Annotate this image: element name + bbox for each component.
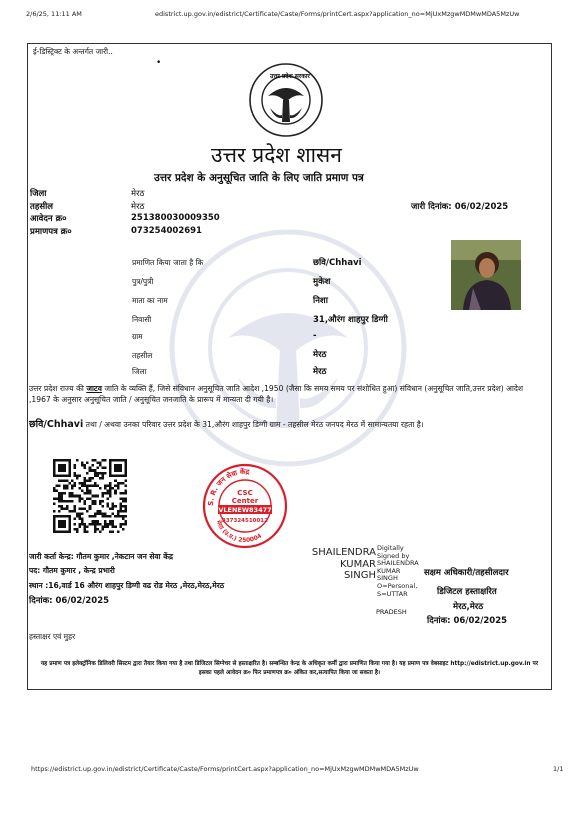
signature-pradesh: PRADESH [376, 608, 407, 616]
signer-name-line: SINGH [343, 570, 376, 581]
caste-name: जाटव [86, 384, 102, 393]
residence-paragraph [29, 419, 544, 430]
caste-declaration-paragraph [29, 383, 544, 405]
residence: 31,औरंग शाहपुर डिग्गी [313, 315, 388, 325]
print-url[interactable]: edistrict.up.gov.in/edistrict/Certificate/Caste/Forms/printCert.aspx?application_no=MjUxMzgwMDMwMDA5MzUw [155, 10, 520, 18]
digital-sign-line: SHAILENDRA [377, 559, 419, 568]
issuer-date: दिनांक: 06/02/2025 [29, 596, 110, 606]
signer-name [300, 547, 376, 582]
digital-sign-line: O=Personal, [377, 581, 418, 590]
officer-date: दिनांक: 06/02/2025 [427, 616, 508, 626]
meta-value: मेरठ [131, 202, 145, 212]
issuer-post: पद: गौतम कुमार , केन्द्र प्रभारी [29, 566, 115, 575]
detail-label: निवासी [132, 315, 152, 324]
dot-mark: • [156, 58, 162, 68]
print-url-footer[interactable]: https://edistrict.up.gov.in/edistrict/Certificate/Caste/Forms/printCert.aspx?application_no=MjUxMzgwMDMwMDA5MzUw [31, 765, 419, 773]
stamp-csc: CSC [237, 489, 253, 497]
village: - [313, 331, 317, 341]
district: मेरठ [313, 367, 327, 377]
father-name: मुकेश [313, 277, 331, 287]
para-text: तथा / अथवा उनका परिवार उत्तर प्रदेश के 31,औरंग शाहपुर डिग्गी ग्राम - तहसील मेरठ जनपद मेरठ में सामान्यतया रहता है। [83, 420, 424, 429]
issue-date-label-text: जारी दिनांक: [411, 202, 452, 212]
mother-name: निशा [313, 296, 328, 306]
sign-and-seal-label: हस्ताक्षर एवं मुहर [29, 632, 76, 641]
digitally-signed-label: डिजिटल हस्ताक्षरित [437, 587, 497, 597]
footer-verification-note: यह प्रमाण पत्र इलेक्ट्रॉनिक डिलिवरी सिस्टम द्वारा तैयार किया गया है तथा डिजिटल सिग्नेचर से हस्ताक्षरित है। सम्बन्धित केन्द्र के अधिकृत कर्मी द्वारा प्रमाणित किया गया है। यह प्रमाण पत्र वेबसाइट http://edistrict.up.gov.in पर इसका पहले आवेदन क्र० फिर प्रमाणपत्र क्र० अंकित कर,सत्यापित किया जा सकता है। [40, 661, 539, 676]
para-text: जाति के व्यक्ति हैं, जिसे संविधान अनुसूचित जाति आदेश ,1950 (जैसा कि समय समय पर संशोधित हुआ) संविधान (अनुसूचित जाति,उत्तर प्रदेश) आदेश ,1967 के अनुसार अनुसूचित जाति / अनुसूचित जनजाति के प्रारूप में मान्यता दी गयी है। [29, 384, 524, 404]
application-number: 251380030009350 [131, 213, 220, 223]
digital-sign-line: Signed by [377, 551, 410, 560]
meta-label: प्रमाणपत्र क्र० [30, 227, 72, 237]
qr-code-icon[interactable] [53, 459, 127, 533]
stamp-bottom-text: मेरठ (उ.प्र.) 250004 [214, 519, 264, 545]
detail-label: तहसील [132, 351, 153, 360]
issuer-place: स्थान :16,वार्ड 16 औरंग शाहपुर डिग्गी वढ रोड मेरठ ,मेरठ,मेरठ,मेरठ [29, 581, 225, 590]
issue-date-value: 06/02/2025 [454, 202, 509, 212]
emblem-text: उत्तर प्रदेश सरकार [270, 73, 310, 80]
meta-value: मेरठ [131, 189, 145, 199]
government-title: उत्तर प्रदेश शासन [211, 143, 342, 167]
print-datetime: 2/6/25, 11:11 AM [26, 10, 82, 18]
certificate-number: 073254002691 [131, 226, 202, 236]
person-photo-icon [451, 240, 521, 310]
applicant-photo [451, 240, 521, 310]
officer-place: मेरठ,मेरठ [453, 602, 484, 612]
detail-label: ग्राम [132, 332, 143, 341]
csc-center-stamp [201, 462, 289, 550]
digital-signature-details [377, 545, 419, 598]
digital-sign-line: KUMAR [377, 566, 401, 575]
stamp-center: Center [231, 497, 259, 505]
page-count: 1/1 [553, 765, 564, 773]
stamp-id: 337324510012 [222, 518, 268, 524]
meta-label: तहसील [30, 202, 54, 212]
para-text: उत्तर प्रदेश राज्य की [29, 384, 87, 393]
digital-sign-line: Digitally [377, 544, 404, 552]
meta-label: जिला [30, 189, 47, 199]
certificate-title: उत्तर प्रदेश के अनुसूचित जाति के लिए जाति प्रमाण पत्र [154, 172, 364, 184]
issued-under-label: ई-डिस्ट्रिक्ट के अन्तर्गत जारी.. [33, 47, 113, 56]
stamp-top-text: S. R. जन सेवा केंद्र [206, 467, 250, 507]
stamp-vle: VLENEW83477 [218, 506, 272, 514]
detail-label: प्रमाणित किया जाता है कि [132, 258, 204, 267]
applicant-name-inline: छवि/Chhavi [29, 419, 84, 430]
signer-name-line: KUMAR [339, 558, 376, 570]
detail-label: माता का नाम [132, 296, 168, 305]
tehsil: मेरठ [313, 350, 327, 360]
digital-sign-line: S=UTTAR [377, 589, 408, 598]
watermark-emblem-icon [168, 228, 408, 468]
issue-date-label [411, 201, 508, 212]
officer-designation: सक्षम अधिकारी/तहसीलदार [424, 568, 509, 578]
signer-name-line: SHAILENDRA [311, 547, 376, 558]
meta-label: आवेदन क्र० [30, 214, 67, 224]
digital-sign-line: SINGH [377, 574, 398, 583]
detail-label: पुत्र/पुत्री [132, 277, 154, 286]
applicant-name: छवि/Chhavi [313, 258, 362, 268]
detail-label: जिला [132, 367, 147, 376]
issuing-center: जारी कर्ता केन्द्र: गौतम कुमार ,नेकटान जन सेवा केंद्र [29, 552, 173, 561]
